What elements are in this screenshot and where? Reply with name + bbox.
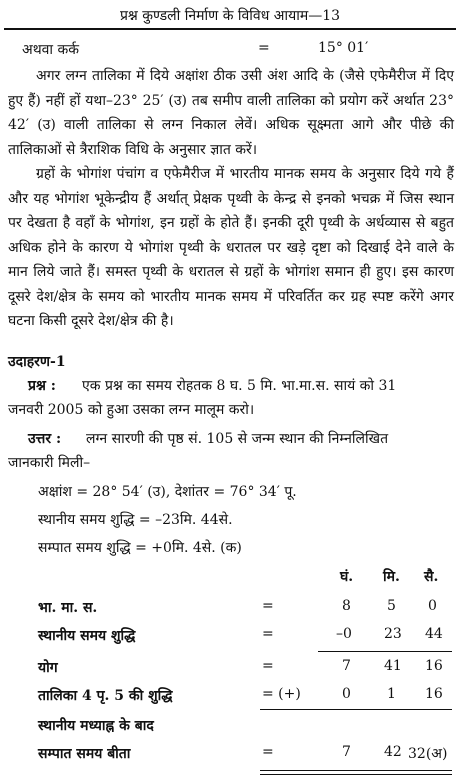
col-header-seconds: सै. xyxy=(424,569,439,585)
row-eq: = xyxy=(262,626,274,642)
row-hours: 0 xyxy=(342,686,351,702)
question-line-2: जनवरी 2005 को हुआ उसका लग्न मालूम करो। xyxy=(8,402,255,418)
col-header-hours: घं. xyxy=(340,569,354,585)
row-seconds: 16 xyxy=(425,658,443,674)
running-header: प्रश्न कुण्डली निर्माण के विविध आयाम—13 xyxy=(119,8,341,24)
row-hours: 7 xyxy=(342,658,351,674)
row-minutes: 41 xyxy=(384,658,402,674)
row-label: भा. मा. स. xyxy=(38,600,98,616)
answer-line-1: लग्न सारणी की पृष्ठ सं. 105 से जन्म स्थान की निम्नलिखित xyxy=(86,431,389,447)
paragraph-1: अगर लग्न तालिका में दिये अक्षांश ठीक उसी अंश आदि के (जैसे एफेमैरीज में दिए हुए हैं) नहीं हों यथा–23° 25′ (उ) तब समीप वाली तालिका को प्रयोग करें अर्थात 23° 42′ (उ) वाली तालिका से लग्न निकाल लेवें। अधिक सूक्ष्मता आगे और पीछे की तालिकाओं से त्रैराशिक विधि के अनुसार ज्ञात करें। xyxy=(8,68,454,158)
row-eq: = xyxy=(262,744,274,760)
example-heading: उदाहरण-1 xyxy=(8,354,66,370)
col-header-minutes: मि. xyxy=(383,569,400,585)
question-line-1: एक प्रश्न का समय रोहतक 8 घ. 5 मि. भा.मा.स. सायं को 31 xyxy=(82,378,397,394)
paragraph-2: ग्रहों के भोगांश पंचांग व एफेमैरीज में भारतीय मानक समय के अनुसार दिये गये हैं और यह भोगांश भूकेन्द्रीय हैं अर्थात् प्रेक्षक पृथ्वी के केन्द्र से इनको भचक्र में जिस स्थान पर देखता है वहाँ के भोगांश, इन ग्रहों के होते हैं। इनकी दूरी पृथ्वी के अर्धव्यास से बहुत अधिक होने के कारण ये भोगांश पृथ्वी के धरातल पर खड़े दृष्टा को दिखाई देने वाले के मान लिये जाते हैं। समस्त पृथ्वी के धरातल से ग्रहों के भोगांश समान ही हुए। इस कारण दूसरे देश/क्षेत्र के समय को भारतीय मानक समय में परिवर्तित कर ग्रह स्पष्ट करेंगे अगर घटना किसी दूसरे देश/क्षेत्र की है। xyxy=(8,166,454,329)
sidereal-time-correction: सम्पात समय शुद्धि = +0मि. 4से. (क) xyxy=(38,540,242,556)
latitude-longitude: अक्षांश = 28° 54′ (उ), देशांतर = 76° 34′ पू. xyxy=(38,484,297,500)
row-eq: = (+) xyxy=(262,686,301,702)
row-hours: 7 xyxy=(342,744,351,760)
row-hours: 8 xyxy=(342,598,351,614)
row-minutes: 1 xyxy=(387,686,396,702)
header-rule xyxy=(4,28,456,30)
top-equals: = xyxy=(258,40,270,56)
sum-rule xyxy=(318,651,452,652)
row-label: योग xyxy=(38,660,58,676)
row-label: तालिका 4 पृ. 5 की शुद्धि xyxy=(38,688,173,704)
row-eq: = xyxy=(262,598,274,614)
local-time-correction: स्थानीय समय शुद्धि = –23मि. 44से. xyxy=(38,512,233,528)
row-minutes: 5 xyxy=(387,598,396,614)
answer-label: उत्तर : xyxy=(28,431,62,447)
row-eq: = xyxy=(262,658,274,674)
top-value: 15° 01′ xyxy=(318,40,369,56)
sum-rule xyxy=(260,709,452,710)
row-seconds: 32(अ) xyxy=(408,746,448,762)
row-minutes: 23 xyxy=(384,626,402,642)
row-minutes: 42 xyxy=(384,744,402,760)
row-label: स्थानीय मध्याह्न के बाद xyxy=(38,718,154,734)
row-seconds: 16 xyxy=(425,686,443,702)
row-hours: –0 xyxy=(336,626,352,642)
answer-line-2: जानकारी मिली– xyxy=(8,455,91,471)
total-double-rule xyxy=(260,770,452,775)
row-label: सम्पात समय बीता xyxy=(38,746,131,762)
row-label: स्थानीय समय शुद्धि xyxy=(38,628,136,644)
row-seconds: 0 xyxy=(428,598,437,614)
row-seconds: 44 xyxy=(425,626,443,642)
top-label: अथवा कर्क xyxy=(22,42,80,58)
question-label: प्रश्न : xyxy=(28,378,56,394)
